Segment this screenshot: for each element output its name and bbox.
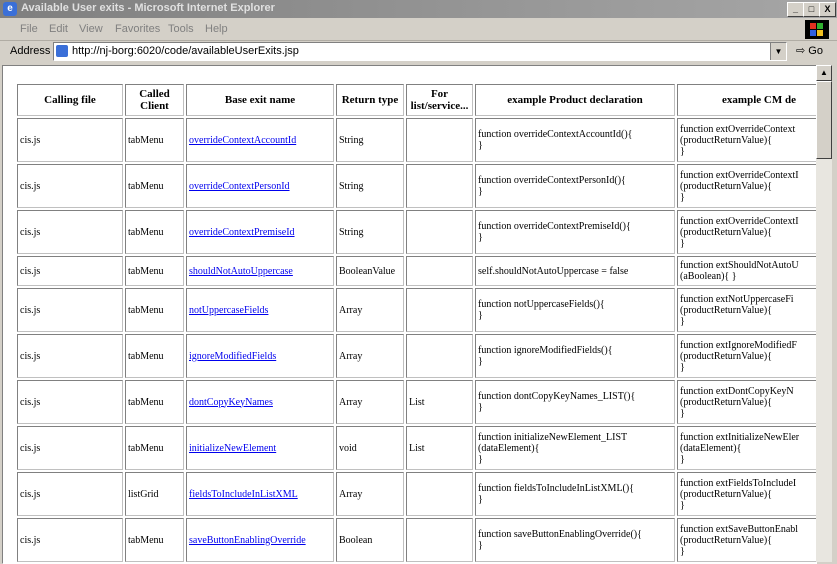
exit-name-link[interactable]: saveButtonEnablingOverride <box>189 534 306 546</box>
title-bar <box>0 0 837 18</box>
cell-called-client: tabMenu <box>125 256 184 286</box>
cell-return-type: String <box>336 118 404 162</box>
cell-for-list-service <box>406 288 473 332</box>
declaration-line: function initializeNewElement_LIST <box>478 431 628 443</box>
cell-calling-file: cis.js <box>17 210 123 254</box>
declaration-line: } <box>680 407 685 419</box>
declaration-line: function ignoreModifiedFields(){ <box>478 345 613 356</box>
address-url[interactable]: http://nj-borg:6020/code/availableUserExits.jsp <box>72 45 299 57</box>
cell-called-client: tabMenu <box>125 210 184 254</box>
declaration-line: (productReturnValue){ <box>680 534 772 546</box>
address-input[interactable] <box>53 42 787 61</box>
windows-logo-icon <box>805 20 829 39</box>
declaration-line: } <box>680 545 685 557</box>
cell-base-exit-name <box>186 518 334 562</box>
header-return-type: Return type <box>336 84 404 116</box>
table-row <box>17 164 817 208</box>
declaration-line: (productReturnValue){ <box>680 134 772 146</box>
cell-called-client: listGrid <box>125 472 184 516</box>
menu-bar <box>0 19 837 41</box>
menu-file[interactable]: File <box>20 23 38 35</box>
cell-for-list-service <box>406 118 473 162</box>
header-calling-file: Calling file <box>17 84 123 116</box>
cell-product-declaration <box>475 518 675 562</box>
cell-calling-file: cis.js <box>17 380 123 424</box>
declaration-line: function extIgnoreModifiedF <box>680 339 797 351</box>
declaration-line: function overrideContextAccountId(){ <box>478 129 633 140</box>
go-button[interactable] <box>796 44 823 57</box>
cell-cm-declaration <box>677 210 817 254</box>
declaration-line: } <box>478 540 483 551</box>
cell-base-exit-name <box>186 472 334 516</box>
close-button[interactable]: X <box>819 2 836 17</box>
declaration-line: function notUppercaseFields(){ <box>478 299 605 310</box>
cell-product-declaration <box>475 256 675 286</box>
header-called-client: Called Client <box>125 84 184 116</box>
cell-calling-file: cis.js <box>17 472 123 516</box>
header-for-list-service: For list/service... <box>406 84 473 116</box>
cell-base-exit-name <box>186 334 334 378</box>
cell-calling-file: cis.js <box>17 164 123 208</box>
cell-return-type: Array <box>336 334 404 378</box>
vertical-scrollbar[interactable] <box>816 65 832 562</box>
declaration-line: (productReturnValue){ <box>680 396 772 408</box>
exit-name-link[interactable]: notUppercaseFields <box>189 304 269 316</box>
declaration-line: } <box>478 232 483 243</box>
page-icon <box>56 45 68 57</box>
cell-cm-declaration <box>677 118 817 162</box>
declaration-line: function extNotUppercaseFi <box>680 293 794 305</box>
declaration-line: } <box>478 186 483 197</box>
cell-for-list-service: List <box>406 426 473 470</box>
cell-called-client: tabMenu <box>125 380 184 424</box>
declaration-line: } <box>478 140 483 151</box>
declaration-line: function overrideContextPremiseId(){ <box>478 221 631 232</box>
menu-view[interactable]: View <box>79 23 103 35</box>
header-base-exit-name: Base exit name <box>186 84 334 116</box>
declaration-line: } <box>478 310 483 321</box>
table-row <box>17 210 817 254</box>
user-exits-table <box>15 82 817 564</box>
exit-name-link[interactable]: ignoreModifiedFields <box>189 350 277 362</box>
cell-base-exit-name <box>186 380 334 424</box>
exit-name-link[interactable]: overrideContextPremiseId <box>189 226 295 238</box>
cell-return-type: Array <box>336 380 404 424</box>
menu-help[interactable]: Help <box>205 23 228 35</box>
cell-called-client: tabMenu <box>125 288 184 332</box>
cell-calling-file: cis.js <box>17 288 123 332</box>
cell-base-exit-name <box>186 210 334 254</box>
declaration-line: function extFieldsToIncludeI <box>680 477 797 489</box>
page-content <box>2 65 817 564</box>
declaration-line: (productReturnValue){ <box>680 226 772 238</box>
header-row <box>17 84 817 116</box>
declaration-line: } <box>680 191 685 203</box>
cell-called-client: tabMenu <box>125 118 184 162</box>
cell-for-list-service <box>406 164 473 208</box>
window-title: Available User exits - Microsoft Internet Explorer <box>21 2 275 14</box>
exit-name-link[interactable]: initializeNewElement <box>189 442 277 454</box>
table-row <box>17 334 817 378</box>
declaration-line: } <box>680 361 685 373</box>
declaration-line: (productReturnValue){ <box>680 180 772 192</box>
cell-calling-file: cis.js <box>17 256 123 286</box>
cell-cm-declaration <box>677 426 817 470</box>
menu-tools[interactable]: Tools <box>168 23 194 35</box>
cell-return-type: Array <box>336 288 404 332</box>
address-bar <box>0 41 837 62</box>
exit-name-link[interactable]: fieldsToIncludeInListXML <box>189 488 298 500</box>
cell-return-type: String <box>336 164 404 208</box>
table-row <box>17 426 817 470</box>
table-row <box>17 288 817 332</box>
declaration-line: function dontCopyKeyNames_LIST(){ <box>478 391 636 402</box>
cell-for-list-service <box>406 472 473 516</box>
cell-cm-declaration <box>677 164 817 208</box>
cell-calling-file: cis.js <box>17 518 123 562</box>
cell-called-client: tabMenu <box>125 426 184 470</box>
cell-for-list-service <box>406 210 473 254</box>
table-body <box>17 118 817 562</box>
exit-name-link[interactable]: shouldNotAutoUppercase <box>189 265 293 277</box>
cell-return-type: Array <box>336 472 404 516</box>
cell-product-declaration <box>475 288 675 332</box>
table-row <box>17 472 817 516</box>
declaration-line: function extOverrideContextI <box>680 169 799 181</box>
header-example-cm-declaration: example CM de <box>677 84 817 116</box>
go-arrow-icon: ⇨ <box>796 45 806 57</box>
cell-for-list-service <box>406 256 473 286</box>
cell-for-list-service: List <box>406 380 473 424</box>
declaration-line: self.shouldNotAutoUppercase = false <box>478 265 629 277</box>
declaration-line: (dataElement){ <box>478 442 540 454</box>
cell-base-exit-name <box>186 426 334 470</box>
cell-product-declaration <box>475 164 675 208</box>
declaration-line: } <box>478 494 483 505</box>
declaration-line: function extDontCopyKeyN <box>680 385 794 397</box>
cell-return-type: BooleanValue <box>336 256 404 286</box>
declaration-line: (aBoolean){ } <box>680 271 737 282</box>
address-dropdown-icon[interactable]: ▼ <box>770 43 786 60</box>
scroll-thumb[interactable] <box>816 81 832 159</box>
cell-product-declaration <box>475 380 675 424</box>
exit-name-link[interactable]: overrideContextPersonId <box>189 180 290 192</box>
cell-called-client: tabMenu <box>125 164 184 208</box>
cell-base-exit-name <box>186 118 334 162</box>
declaration-line: function extShouldNotAutoU <box>680 260 799 271</box>
cell-product-declaration <box>475 118 675 162</box>
menu-edit[interactable]: Edit <box>49 23 68 35</box>
declaration-line: function overrideContextPersonId(){ <box>478 175 626 186</box>
cell-calling-file: cis.js <box>17 334 123 378</box>
table-row <box>17 518 817 562</box>
cell-called-client: tabMenu <box>125 334 184 378</box>
cell-product-declaration <box>475 334 675 378</box>
table-row <box>17 256 817 286</box>
cell-return-type: void <box>336 426 404 470</box>
cell-product-declaration <box>475 426 675 470</box>
cell-for-list-service <box>406 518 473 562</box>
cell-cm-declaration <box>677 288 817 332</box>
header-example-product-declaration: example Product declaration <box>475 84 675 116</box>
table-row <box>17 118 817 162</box>
maximize-button[interactable]: □ <box>803 2 820 17</box>
declaration-line: } <box>680 145 685 157</box>
scroll-up-arrow-icon[interactable]: ▲ <box>816 65 832 81</box>
declaration-line: } <box>680 499 685 511</box>
declaration-line: } <box>478 402 483 413</box>
declaration-line: function fieldsToIncludeInListXML(){ <box>478 483 635 494</box>
cell-for-list-service <box>406 334 473 378</box>
declaration-line: function saveButtonEnablingOverride(){ <box>478 529 642 540</box>
declaration-line: (productReturnValue){ <box>680 350 772 362</box>
minimize-button[interactable]: _ <box>787 2 804 17</box>
exit-name-link[interactable]: dontCopyKeyNames <box>189 396 273 408</box>
cell-product-declaration <box>475 210 675 254</box>
declaration-line: (productReturnValue){ <box>680 488 772 500</box>
go-label: Go <box>808 45 823 57</box>
cell-base-exit-name <box>186 164 334 208</box>
declaration-line: function extInitializeNewEler <box>680 431 800 443</box>
cell-calling-file: cis.js <box>17 118 123 162</box>
declaration-line: } <box>680 315 685 327</box>
cell-base-exit-name <box>186 288 334 332</box>
declaration-line: } <box>478 356 483 367</box>
cell-cm-declaration <box>677 380 817 424</box>
cell-cm-declaration <box>677 256 817 286</box>
declaration-line: } <box>680 237 685 249</box>
declaration-line: } <box>478 453 483 465</box>
cell-called-client: tabMenu <box>125 518 184 562</box>
declaration-line: function extOverrideContext <box>680 123 796 135</box>
cell-cm-declaration <box>677 518 817 562</box>
cell-base-exit-name <box>186 256 334 286</box>
declaration-line: (dataElement){ <box>680 442 742 454</box>
cell-return-type: Boolean <box>336 518 404 562</box>
table-row <box>17 380 817 424</box>
exit-name-link[interactable]: overrideContextAccountId <box>189 134 297 146</box>
declaration-line: (productReturnValue){ <box>680 304 772 316</box>
menu-favorites[interactable]: Favorites <box>115 23 161 35</box>
cell-return-type: String <box>336 210 404 254</box>
address-label: Address <box>10 45 51 57</box>
declaration-line: function extSaveButtonEnabl <box>680 523 799 535</box>
cell-cm-declaration <box>677 472 817 516</box>
cell-product-declaration <box>475 472 675 516</box>
declaration-line: } <box>680 453 685 465</box>
cell-cm-declaration <box>677 334 817 378</box>
declaration-line: function extOverrideContextI <box>680 215 799 227</box>
ie-logo-icon: e <box>3 2 17 16</box>
cell-calling-file: cis.js <box>17 426 123 470</box>
